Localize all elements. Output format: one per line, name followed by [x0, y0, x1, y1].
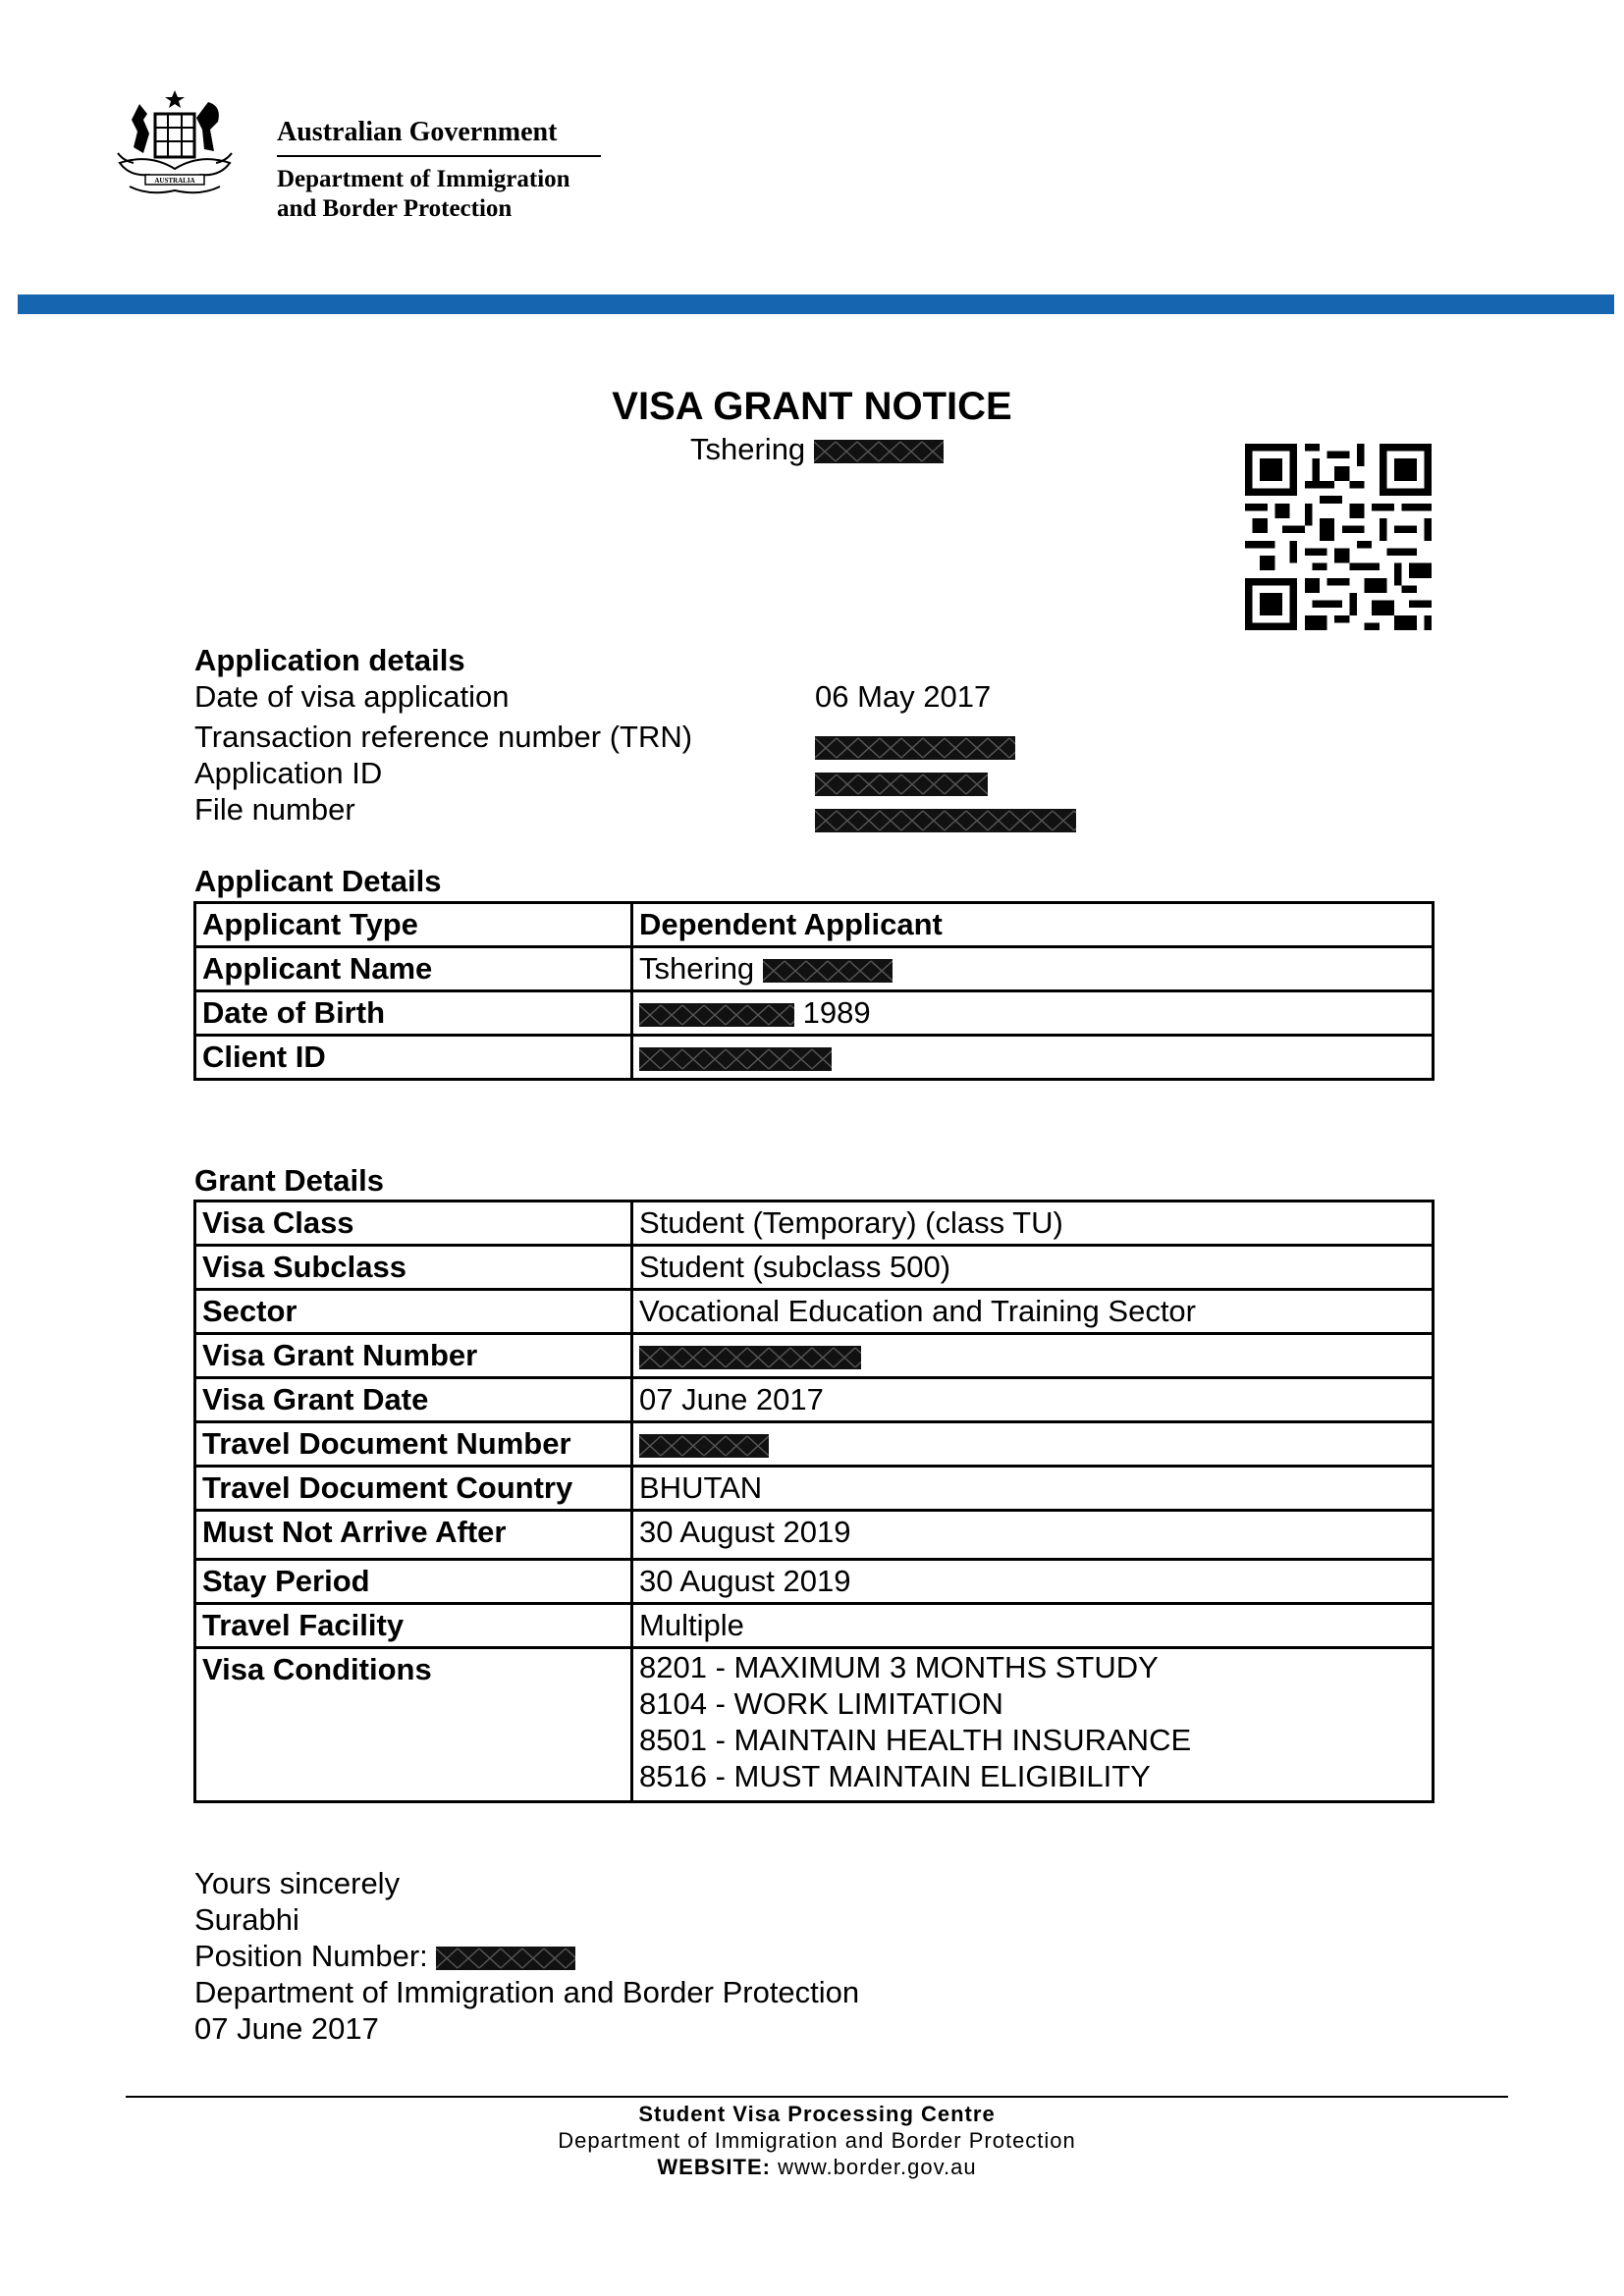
grant-details-heading: Grant Details	[194, 1163, 384, 1198]
sector-label: Sector	[195, 1290, 632, 1334]
applicant-type-label: Applicant Type	[195, 903, 632, 947]
redaction-box	[814, 440, 944, 463]
birth-year: 1989	[802, 995, 871, 1030]
table-row	[195, 1378, 1434, 1422]
trn-label: Transaction reference number (TRN)	[194, 720, 693, 754]
applicant-details-heading: Applicant Details	[194, 864, 442, 898]
coat-of-arms-icon	[110, 84, 240, 206]
applicant-first-name: Tshering	[639, 951, 755, 986]
signatory-name: Surabhi	[194, 1902, 299, 1937]
table-row	[195, 1290, 1434, 1334]
visa-class-value: Student (Temporary) (class TU)	[632, 1201, 1434, 1246]
department-line-2: and Border Protection	[277, 195, 513, 222]
client-id-label: Client ID	[195, 1036, 632, 1080]
department-line-1: Department of Immigration	[277, 166, 570, 192]
must-not-arrive-after-label: Must Not Arrive After	[195, 1511, 632, 1560]
redaction-box	[639, 1346, 861, 1369]
addressee-first-name: Tshering	[690, 432, 806, 466]
table-row	[195, 1560, 1434, 1604]
visa-condition-item: 8201 - MAXIMUM 3 MONTHS STUDY	[639, 1650, 1159, 1684]
travel-document-country-value: BHUTAN	[632, 1467, 1434, 1511]
visa-class-label: Visa Class	[195, 1201, 632, 1246]
footer-centre-name: Student Visa Processing Centre	[638, 2102, 996, 2126]
travel-document-number-label: Travel Document Number	[195, 1422, 632, 1467]
table-row	[195, 991, 1434, 1036]
qr-code-icon	[1245, 444, 1432, 630]
visa-condition-item: 8104 - WORK LIMITATION	[639, 1686, 1003, 1721]
government-name: Australian Government	[277, 116, 601, 157]
visa-condition-item: 8516 - MUST MAINTAIN ELIGIBILITY	[639, 1759, 1151, 1793]
table-row	[195, 1511, 1434, 1560]
footer-website-link[interactable]: www.border.gov.au	[778, 2155, 977, 2179]
page-title: VISA GRANT NOTICE	[612, 385, 1012, 428]
redaction-box	[639, 1047, 832, 1071]
application-id-label: Application ID	[194, 756, 383, 790]
visa-subclass-value: Student (subclass 500)	[632, 1246, 1434, 1290]
sector-value: Vocational Education and Training Sector	[632, 1290, 1434, 1334]
date-of-birth-label: Date of Birth	[195, 991, 632, 1036]
applicant-name-label: Applicant Name	[195, 947, 632, 991]
applicant-details-table	[193, 901, 1435, 1081]
stay-period-label: Stay Period	[195, 1560, 632, 1604]
stay-period-value: 30 August 2019	[632, 1560, 1434, 1604]
table-row	[195, 1604, 1434, 1648]
footer-website-label: WEBSITE:	[657, 2155, 771, 2179]
redaction-box	[815, 736, 1015, 760]
travel-facility-value: Multiple	[632, 1604, 1434, 1648]
footer	[0, 2101, 1624, 2180]
redaction-box	[639, 1003, 794, 1027]
travel-document-number-value	[632, 1422, 1434, 1467]
header-divider-bar	[18, 294, 1614, 314]
table-row	[195, 1036, 1434, 1080]
position-number-label: Position Number:	[194, 1939, 428, 1973]
visa-grant-date-label: Visa Grant Date	[195, 1378, 632, 1422]
addressee-name	[690, 432, 944, 467]
footer-website	[0, 2154, 1624, 2180]
travel-document-country-label: Travel Document Country	[195, 1467, 632, 1511]
redaction-box	[815, 773, 988, 796]
client-id-value	[632, 1036, 1434, 1080]
closing-block	[194, 1865, 859, 2047]
closing-date: 07 June 2017	[194, 2011, 379, 2046]
application-details-heading: Application details	[194, 643, 465, 677]
table-row	[195, 1467, 1434, 1511]
table-row	[195, 1334, 1434, 1378]
application-id-value	[815, 765, 988, 800]
redaction-box	[815, 809, 1076, 832]
visa-grant-number-value	[632, 1334, 1434, 1378]
closing-salutation: Yours sincerely	[194, 1866, 401, 1900]
visa-subclass-label: Visa Subclass	[195, 1246, 632, 1290]
crest-text: AUSTRALIA	[154, 177, 195, 185]
visa-condition-item: 8501 - MAINTAIN HEALTH INSURANCE	[639, 1723, 1192, 1757]
redaction-box	[763, 959, 893, 983]
visa-conditions-value	[632, 1648, 1434, 1802]
redaction-box	[639, 1434, 769, 1458]
table-row	[195, 947, 1434, 991]
visa-grant-number-label: Visa Grant Number	[195, 1334, 632, 1378]
visa-grant-date-value: 07 June 2017	[632, 1378, 1434, 1422]
travel-facility-label: Travel Facility	[195, 1604, 632, 1648]
applicant-type-value: Dependent Applicant	[632, 903, 1434, 947]
trn-value	[815, 728, 1015, 764]
date-of-birth-value	[632, 991, 1434, 1036]
table-row	[195, 1201, 1434, 1246]
file-number-value	[815, 801, 1076, 836]
applicant-name-value	[632, 947, 1434, 991]
position-number	[194, 1938, 859, 1974]
application-date-value: 06 May 2017	[815, 679, 992, 714]
table-row	[195, 1246, 1434, 1290]
redaction-box	[436, 1947, 575, 1970]
signatory-department: Department of Immigration and Border Protection	[194, 1975, 860, 2009]
grant-details-table	[193, 1200, 1435, 1803]
table-row	[195, 903, 1434, 947]
must-not-arrive-after-value: 30 August 2019	[632, 1511, 1434, 1560]
footer-divider	[126, 2096, 1508, 2098]
file-number-label: File number	[194, 792, 355, 827]
visa-conditions-label: Visa Conditions	[195, 1648, 632, 1802]
application-date-label: Date of visa application	[194, 679, 510, 714]
footer-department: Department of Immigration and Border Protection	[558, 2128, 1076, 2153]
government-header	[277, 116, 601, 224]
table-row	[195, 1422, 1434, 1467]
table-row	[195, 1648, 1434, 1802]
